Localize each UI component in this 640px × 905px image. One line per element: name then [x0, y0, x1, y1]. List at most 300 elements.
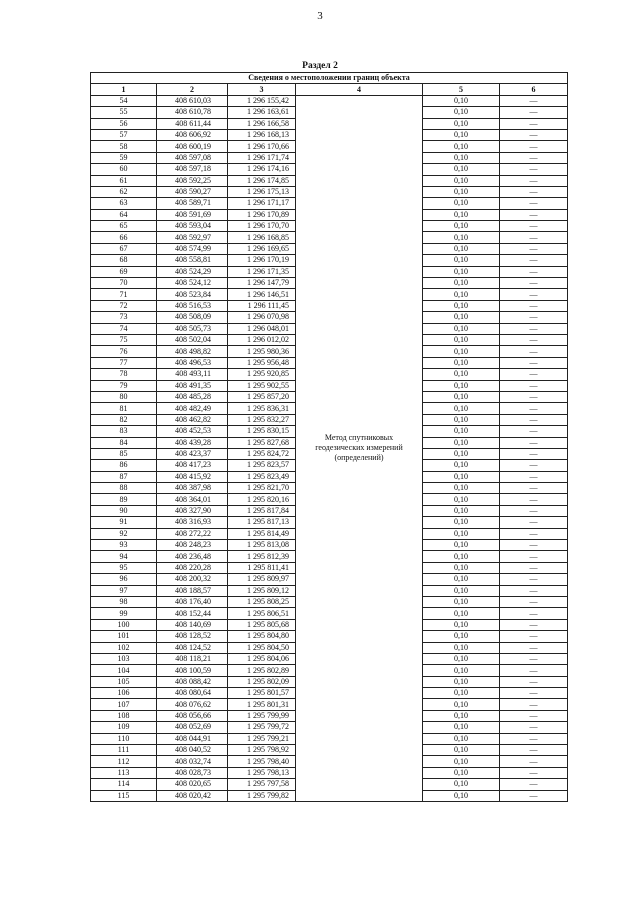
x-coordinate-cell: 408 056,66: [157, 710, 228, 721]
x-coordinate-cell: 408 498,82: [157, 346, 228, 357]
y-coordinate-cell: 1 296 170,89: [228, 209, 296, 220]
column-6-cell: —: [500, 653, 568, 664]
accuracy-cell: 0,10: [423, 141, 500, 152]
point-number-cell: 79: [91, 380, 157, 391]
y-coordinate-cell: 1 296 012,02: [228, 334, 296, 345]
accuracy-cell: 0,10: [423, 619, 500, 630]
point-number-cell: 94: [91, 551, 157, 562]
column-6-cell: —: [500, 551, 568, 562]
table-title: Сведения о местоположении границ объекта: [91, 73, 568, 84]
column-6-cell: —: [500, 278, 568, 289]
accuracy-cell: 0,10: [423, 642, 500, 653]
column-6-cell: —: [500, 391, 568, 402]
point-number-cell: 89: [91, 494, 157, 505]
x-coordinate-cell: 408 020,42: [157, 790, 228, 801]
point-number-cell: 104: [91, 665, 157, 676]
column-6-cell: —: [500, 255, 568, 266]
x-coordinate-cell: 408 032,74: [157, 756, 228, 767]
accuracy-cell: 0,10: [423, 631, 500, 642]
column-header: 4: [296, 84, 423, 95]
x-coordinate-cell: 408 600,19: [157, 141, 228, 152]
point-number-cell: 99: [91, 608, 157, 619]
accuracy-cell: 0,10: [423, 369, 500, 380]
y-coordinate-cell: 1 295 805,68: [228, 619, 296, 630]
accuracy-cell: 0,10: [423, 95, 500, 106]
x-coordinate-cell: 408 597,08: [157, 152, 228, 163]
point-number-cell: 97: [91, 585, 157, 596]
point-number-cell: 56: [91, 118, 157, 129]
accuracy-cell: 0,10: [423, 665, 500, 676]
accuracy-cell: 0,10: [423, 209, 500, 220]
y-coordinate-cell: 1 295 797,58: [228, 779, 296, 790]
y-coordinate-cell: 1 296 048,01: [228, 323, 296, 334]
accuracy-cell: 0,10: [423, 528, 500, 539]
page-number: 3: [317, 10, 323, 22]
point-number-cell: 71: [91, 289, 157, 300]
point-number-cell: 68: [91, 255, 157, 266]
point-number-cell: 107: [91, 699, 157, 710]
y-coordinate-cell: 1 295 809,12: [228, 585, 296, 596]
column-6-cell: —: [500, 596, 568, 607]
point-number-cell: 111: [91, 745, 157, 756]
point-number-cell: 109: [91, 722, 157, 733]
column-header: 1: [91, 84, 157, 95]
point-number-cell: 63: [91, 198, 157, 209]
x-coordinate-cell: 408 044,91: [157, 733, 228, 744]
point-number-cell: 92: [91, 528, 157, 539]
accuracy-cell: 0,10: [423, 334, 500, 345]
x-coordinate-cell: 408 452,53: [157, 426, 228, 437]
accuracy-cell: 0,10: [423, 688, 500, 699]
column-6-cell: —: [500, 289, 568, 300]
point-number-cell: 96: [91, 574, 157, 585]
y-coordinate-cell: 1 295 830,15: [228, 426, 296, 437]
column-6-cell: —: [500, 585, 568, 596]
point-number-cell: 55: [91, 107, 157, 118]
column-6-cell: —: [500, 266, 568, 277]
y-coordinate-cell: 1 296 169,65: [228, 243, 296, 254]
column-6-cell: —: [500, 300, 568, 311]
accuracy-cell: 0,10: [423, 448, 500, 459]
y-coordinate-cell: 1 295 804,06: [228, 653, 296, 664]
accuracy-cell: 0,10: [423, 745, 500, 756]
point-number-cell: 65: [91, 221, 157, 232]
accuracy-cell: 0,10: [423, 437, 500, 448]
y-coordinate-cell: 1 295 799,99: [228, 710, 296, 721]
point-number-cell: 93: [91, 540, 157, 551]
x-coordinate-cell: 408 100,59: [157, 665, 228, 676]
x-coordinate-cell: 408 590,27: [157, 186, 228, 197]
point-number-cell: 58: [91, 141, 157, 152]
table-row: [91, 95, 568, 106]
x-coordinate-cell: 408 611,44: [157, 118, 228, 129]
column-header: 5: [423, 84, 500, 95]
accuracy-cell: 0,10: [423, 596, 500, 607]
accuracy-cell: 0,10: [423, 562, 500, 573]
y-coordinate-cell: 1 295 823,49: [228, 471, 296, 482]
accuracy-cell: 0,10: [423, 118, 500, 129]
x-coordinate-cell: 408 558,81: [157, 255, 228, 266]
point-number-cell: 88: [91, 483, 157, 494]
column-6-cell: —: [500, 323, 568, 334]
column-header: 2: [157, 84, 228, 95]
column-6-cell: —: [500, 710, 568, 721]
y-coordinate-cell: 1 296 147,79: [228, 278, 296, 289]
x-coordinate-cell: 408 236,48: [157, 551, 228, 562]
point-number-cell: 81: [91, 403, 157, 414]
point-number-cell: 84: [91, 437, 157, 448]
y-coordinate-cell: 1 296 174,16: [228, 164, 296, 175]
x-coordinate-cell: 408 610,78: [157, 107, 228, 118]
y-coordinate-cell: 1 296 171,74: [228, 152, 296, 163]
column-6-cell: —: [500, 414, 568, 425]
point-number-cell: 103: [91, 653, 157, 664]
column-6-cell: —: [500, 334, 568, 345]
y-coordinate-cell: 1 295 857,20: [228, 391, 296, 402]
section-title: Раздел 2: [302, 61, 338, 71]
column-6-cell: —: [500, 505, 568, 516]
accuracy-cell: 0,10: [423, 460, 500, 471]
point-number-cell: 64: [91, 209, 157, 220]
x-coordinate-cell: 408 485,28: [157, 391, 228, 402]
accuracy-cell: 0,10: [423, 164, 500, 175]
y-coordinate-cell: 1 295 798,13: [228, 767, 296, 778]
x-coordinate-cell: 408 508,09: [157, 312, 228, 323]
y-coordinate-cell: 1 296 111,45: [228, 300, 296, 311]
column-6-cell: —: [500, 107, 568, 118]
column-6-cell: —: [500, 437, 568, 448]
y-coordinate-cell: 1 295 802,09: [228, 676, 296, 687]
point-number-cell: 100: [91, 619, 157, 630]
point-number-cell: 95: [91, 562, 157, 573]
x-coordinate-cell: 408 128,52: [157, 631, 228, 642]
accuracy-cell: 0,10: [423, 733, 500, 744]
accuracy-cell: 0,10: [423, 357, 500, 368]
point-number-cell: 57: [91, 129, 157, 140]
y-coordinate-cell: 1 295 806,51: [228, 608, 296, 619]
point-number-cell: 105: [91, 676, 157, 687]
accuracy-cell: 0,10: [423, 221, 500, 232]
column-6-cell: —: [500, 357, 568, 368]
point-number-cell: 74: [91, 323, 157, 334]
point-number-cell: 87: [91, 471, 157, 482]
point-number-cell: 66: [91, 232, 157, 243]
column-6-cell: —: [500, 369, 568, 380]
y-coordinate-cell: 1 295 902,55: [228, 380, 296, 391]
column-6-cell: —: [500, 688, 568, 699]
accuracy-cell: 0,10: [423, 551, 500, 562]
x-coordinate-cell: 408 574,99: [157, 243, 228, 254]
column-6-cell: —: [500, 209, 568, 220]
y-coordinate-cell: 1 295 820,16: [228, 494, 296, 505]
accuracy-cell: 0,10: [423, 346, 500, 357]
x-coordinate-cell: 408 415,92: [157, 471, 228, 482]
point-number-cell: 91: [91, 517, 157, 528]
point-number-cell: 110: [91, 733, 157, 744]
point-number-cell: 76: [91, 346, 157, 357]
column-6-cell: —: [500, 517, 568, 528]
x-coordinate-cell: 408 417,23: [157, 460, 228, 471]
point-number-cell: 70: [91, 278, 157, 289]
accuracy-cell: 0,10: [423, 517, 500, 528]
point-number-cell: 114: [91, 779, 157, 790]
column-6-cell: —: [500, 186, 568, 197]
column-6-cell: —: [500, 574, 568, 585]
column-6-cell: —: [500, 608, 568, 619]
column-6-cell: —: [500, 471, 568, 482]
x-coordinate-cell: 408 496,53: [157, 357, 228, 368]
y-coordinate-cell: 1 295 799,21: [228, 733, 296, 744]
accuracy-cell: 0,10: [423, 471, 500, 482]
column-6-cell: —: [500, 619, 568, 630]
column-6-cell: —: [500, 483, 568, 494]
y-coordinate-cell: 1 295 814,49: [228, 528, 296, 539]
column-header: 6: [500, 84, 568, 95]
column-6-cell: —: [500, 152, 568, 163]
x-coordinate-cell: 408 524,29: [157, 266, 228, 277]
column-6-cell: —: [500, 141, 568, 152]
x-coordinate-cell: 408 327,90: [157, 505, 228, 516]
accuracy-cell: 0,10: [423, 266, 500, 277]
point-number-cell: 60: [91, 164, 157, 175]
accuracy-cell: 0,10: [423, 152, 500, 163]
y-coordinate-cell: 1 295 809,97: [228, 574, 296, 585]
accuracy-cell: 0,10: [423, 653, 500, 664]
column-6-cell: —: [500, 346, 568, 357]
x-coordinate-cell: 408 088,42: [157, 676, 228, 687]
column-6-cell: —: [500, 95, 568, 106]
point-number-cell: 59: [91, 152, 157, 163]
y-coordinate-cell: 1 296 168,85: [228, 232, 296, 243]
accuracy-cell: 0,10: [423, 676, 500, 687]
accuracy-cell: 0,10: [423, 289, 500, 300]
column-6-cell: —: [500, 562, 568, 573]
x-coordinate-cell: 408 076,62: [157, 699, 228, 710]
y-coordinate-cell: 1 295 836,31: [228, 403, 296, 414]
x-coordinate-cell: 408 387,98: [157, 483, 228, 494]
x-coordinate-cell: 408 462,82: [157, 414, 228, 425]
point-number-cell: 102: [91, 642, 157, 653]
point-number-cell: 98: [91, 596, 157, 607]
y-coordinate-cell: 1 296 170,19: [228, 255, 296, 266]
column-6-cell: —: [500, 642, 568, 653]
y-coordinate-cell: 1 295 813,08: [228, 540, 296, 551]
column-6-cell: —: [500, 631, 568, 642]
y-coordinate-cell: 1 295 804,80: [228, 631, 296, 642]
accuracy-cell: 0,10: [423, 574, 500, 585]
y-coordinate-cell: 1 296 175,13: [228, 186, 296, 197]
y-coordinate-cell: 1 295 798,40: [228, 756, 296, 767]
point-number-cell: 83: [91, 426, 157, 437]
y-coordinate-cell: 1 295 817,84: [228, 505, 296, 516]
y-coordinate-cell: 1 296 171,35: [228, 266, 296, 277]
x-coordinate-cell: 408 592,25: [157, 175, 228, 186]
point-number-cell: 85: [91, 448, 157, 459]
x-coordinate-cell: 408 505,73: [157, 323, 228, 334]
accuracy-cell: 0,10: [423, 756, 500, 767]
column-6-cell: —: [500, 448, 568, 459]
accuracy-cell: 0,10: [423, 608, 500, 619]
column-6-cell: —: [500, 756, 568, 767]
accuracy-cell: 0,10: [423, 710, 500, 721]
column-header-row: [91, 84, 568, 95]
accuracy-cell: 0,10: [423, 312, 500, 323]
x-coordinate-cell: 408 220,28: [157, 562, 228, 573]
accuracy-cell: 0,10: [423, 483, 500, 494]
x-coordinate-cell: 408 589,71: [157, 198, 228, 209]
y-coordinate-cell: 1 296 170,66: [228, 141, 296, 152]
x-coordinate-cell: 408 272,22: [157, 528, 228, 539]
x-coordinate-cell: 408 610,03: [157, 95, 228, 106]
accuracy-cell: 0,10: [423, 426, 500, 437]
point-number-cell: 78: [91, 369, 157, 380]
x-coordinate-cell: 408 482,49: [157, 403, 228, 414]
accuracy-cell: 0,10: [423, 323, 500, 334]
x-coordinate-cell: 408 248,23: [157, 540, 228, 551]
y-coordinate-cell: 1 296 174,85: [228, 175, 296, 186]
column-6-cell: —: [500, 460, 568, 471]
column-6-cell: —: [500, 767, 568, 778]
accuracy-cell: 0,10: [423, 699, 500, 710]
accuracy-cell: 0,10: [423, 186, 500, 197]
point-number-cell: 86: [91, 460, 157, 471]
column-6-cell: —: [500, 745, 568, 756]
y-coordinate-cell: 1 295 827,68: [228, 437, 296, 448]
point-number-cell: 106: [91, 688, 157, 699]
accuracy-cell: 0,10: [423, 175, 500, 186]
point-number-cell: 75: [91, 334, 157, 345]
column-6-cell: —: [500, 198, 568, 209]
y-coordinate-cell: 1 295 920,85: [228, 369, 296, 380]
y-coordinate-cell: 1 295 801,57: [228, 688, 296, 699]
boundary-table: [90, 72, 568, 802]
accuracy-cell: 0,10: [423, 722, 500, 733]
y-coordinate-cell: 1 295 799,82: [228, 790, 296, 801]
column-6-cell: —: [500, 312, 568, 323]
point-number-cell: 101: [91, 631, 157, 642]
accuracy-cell: 0,10: [423, 129, 500, 140]
point-number-cell: 82: [91, 414, 157, 425]
accuracy-cell: 0,10: [423, 243, 500, 254]
accuracy-cell: 0,10: [423, 779, 500, 790]
y-coordinate-cell: 1 295 804,50: [228, 642, 296, 653]
y-coordinate-cell: 1 296 170,70: [228, 221, 296, 232]
table-title-row: [91, 73, 568, 84]
accuracy-cell: 0,10: [423, 391, 500, 402]
point-number-cell: 90: [91, 505, 157, 516]
y-coordinate-cell: 1 296 171,17: [228, 198, 296, 209]
x-coordinate-cell: 408 052,69: [157, 722, 228, 733]
column-6-cell: —: [500, 175, 568, 186]
column-6-cell: —: [500, 243, 568, 254]
column-6-cell: —: [500, 779, 568, 790]
column-6-cell: —: [500, 494, 568, 505]
column-6-cell: —: [500, 232, 568, 243]
y-coordinate-cell: 1 295 832,27: [228, 414, 296, 425]
accuracy-cell: 0,10: [423, 790, 500, 801]
column-6-cell: —: [500, 733, 568, 744]
x-coordinate-cell: 408 491,35: [157, 380, 228, 391]
x-coordinate-cell: 408 593,04: [157, 221, 228, 232]
column-6-cell: —: [500, 676, 568, 687]
point-number-cell: 113: [91, 767, 157, 778]
point-number-cell: 62: [91, 186, 157, 197]
accuracy-cell: 0,10: [423, 414, 500, 425]
x-coordinate-cell: 408 423,37: [157, 448, 228, 459]
y-coordinate-cell: 1 295 811,41: [228, 562, 296, 573]
y-coordinate-cell: 1 296 163,61: [228, 107, 296, 118]
column-6-cell: —: [500, 528, 568, 539]
point-number-cell: 77: [91, 357, 157, 368]
x-coordinate-cell: 408 028,73: [157, 767, 228, 778]
x-coordinate-cell: 408 606,92: [157, 129, 228, 140]
accuracy-cell: 0,10: [423, 255, 500, 266]
column-6-cell: —: [500, 221, 568, 232]
y-coordinate-cell: 1 295 799,72: [228, 722, 296, 733]
accuracy-cell: 0,10: [423, 505, 500, 516]
point-number-cell: 72: [91, 300, 157, 311]
y-coordinate-cell: 1 295 802,89: [228, 665, 296, 676]
accuracy-cell: 0,10: [423, 278, 500, 289]
point-number-cell: 67: [91, 243, 157, 254]
accuracy-cell: 0,10: [423, 403, 500, 414]
x-coordinate-cell: 408 152,44: [157, 608, 228, 619]
y-coordinate-cell: 1 295 801,31: [228, 699, 296, 710]
y-coordinate-cell: 1 295 821,70: [228, 483, 296, 494]
x-coordinate-cell: 408 597,18: [157, 164, 228, 175]
point-number-cell: 73: [91, 312, 157, 323]
accuracy-cell: 0,10: [423, 300, 500, 311]
x-coordinate-cell: 408 523,84: [157, 289, 228, 300]
point-number-cell: 108: [91, 710, 157, 721]
x-coordinate-cell: 408 176,40: [157, 596, 228, 607]
x-coordinate-cell: 408 591,69: [157, 209, 228, 220]
x-coordinate-cell: 408 524,12: [157, 278, 228, 289]
y-coordinate-cell: 1 295 823,57: [228, 460, 296, 471]
accuracy-cell: 0,10: [423, 198, 500, 209]
x-coordinate-cell: 408 592,97: [157, 232, 228, 243]
y-coordinate-cell: 1 296 146,51: [228, 289, 296, 300]
x-coordinate-cell: 408 118,21: [157, 653, 228, 664]
x-coordinate-cell: 408 188,57: [157, 585, 228, 596]
x-coordinate-cell: 408 516,53: [157, 300, 228, 311]
y-coordinate-cell: 1 295 956,48: [228, 357, 296, 368]
y-coordinate-cell: 1 296 070,98: [228, 312, 296, 323]
y-coordinate-cell: 1 295 798,92: [228, 745, 296, 756]
x-coordinate-cell: 408 439,28: [157, 437, 228, 448]
point-number-cell: 80: [91, 391, 157, 402]
x-coordinate-cell: 408 040,52: [157, 745, 228, 756]
column-6-cell: —: [500, 118, 568, 129]
accuracy-cell: 0,10: [423, 380, 500, 391]
column-6-cell: —: [500, 380, 568, 391]
column-header: 3: [228, 84, 296, 95]
column-6-cell: —: [500, 722, 568, 733]
column-6-cell: —: [500, 790, 568, 801]
y-coordinate-cell: 1 296 166,58: [228, 118, 296, 129]
accuracy-cell: 0,10: [423, 585, 500, 596]
point-number-cell: 54: [91, 95, 157, 106]
y-coordinate-cell: 1 295 812,39: [228, 551, 296, 562]
column-6-cell: —: [500, 403, 568, 414]
x-coordinate-cell: 408 124,52: [157, 642, 228, 653]
y-coordinate-cell: 1 296 168,13: [228, 129, 296, 140]
x-coordinate-cell: 408 140,69: [157, 619, 228, 630]
column-6-cell: —: [500, 129, 568, 140]
x-coordinate-cell: 408 493,11: [157, 369, 228, 380]
y-coordinate-cell: 1 295 817,13: [228, 517, 296, 528]
point-number-cell: 69: [91, 266, 157, 277]
